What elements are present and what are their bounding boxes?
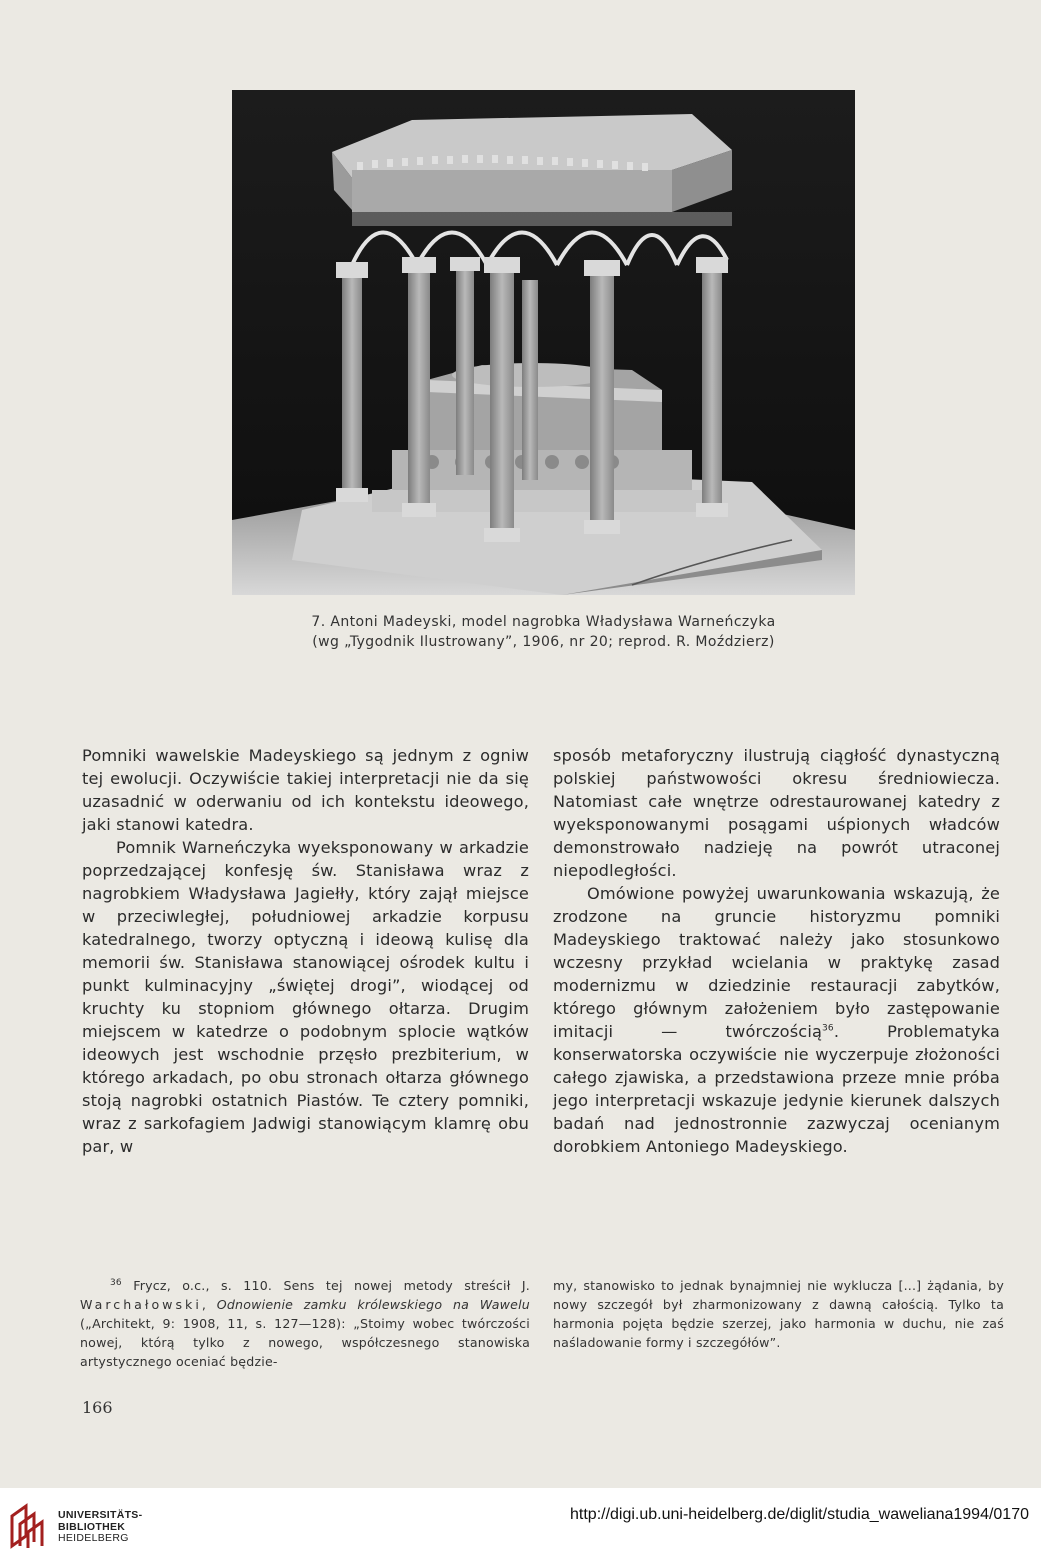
library-name [58,1510,142,1545]
figure-caption [232,612,855,652]
footnote-reference: 36 [822,1023,834,1034]
caption-line-1: 7. Antoni Madeyski, model nagrobka Władysława Warneńczyka [311,614,776,630]
library-name-line: HEIDELBERG [58,1532,129,1544]
library-name-line: BIBLIOTHEK [58,1520,126,1533]
footnote-segment: Frycz, o.c., s. 110. Sens tej nowej metody streścił J. [121,1278,530,1293]
footnote-text [80,1276,530,1371]
source-url-link[interactable]: http://digi.ub.uni-heidelberg.de/diglit/studia_waweliana1994/0170 [570,1506,1029,1523]
tomb-model-illustration [232,90,855,595]
footnote-number: 36 [110,1277,122,1288]
footnote-segment: („Architekt, 9: 1908, 11, s. 127—128): „Stoimy wobec twórczości nowej, którą tylko z nowego, współczesnego stanowiska artystycznego oceniać będzie- [80,1316,530,1369]
body-column-left [82,744,529,1158]
footnote-right [553,1276,1004,1352]
body-column-right [553,744,1000,1158]
library-name-line: UNIVERSITÄTS- [58,1509,143,1521]
footnote-title: Odnowienie zamku królewskiego na Wawelu [216,1297,530,1312]
paragraph [553,882,1000,1158]
paragraph: Pomnik Warneńczyka wyeksponowany w arkadzie poprzedzającej konfesję św. Stanisława wraz z nagrobkiem Władysława Jagiełły, który zajął miejsce w przeciwległej, południowej arkadzie korpusu katedralnego, tworzy optyczną i ideową kulisę dla memorii św. Stanisława stanowiącej ośrodek kultu i punkt kulminacyjny „świętej drogi”, wiodącej od kruchty ku stopniom głównego ołtarza. Drugim miejscem w katedrze o podobnym splocie wątków ideowych jest wschodnie przęsło prezbiterium, w którego arkadach, po obu stronach ołtarza głównego stoją nagrobki ostatnich Piastów. Te cztery pomniki, wraz z sarkofagiem Jadwigi stanowiącym klamrę obu par, w [82,838,529,1156]
footnote-segment: , [201,1297,217,1312]
caption-line-2: (wg „Tygodnik Ilustrowany”, 1906, nr 20; reprod. R. Moździerz) [312,634,775,650]
footnote-author: Warchałowski [80,1297,202,1312]
page-number: 166 [82,1398,113,1417]
paragraph-text: Omówione powyżej uwarunkowania wskazują, że zrodzone na gruncie historyzmu pomniki Madeyskiego traktować należy jako stosunkowo wczesny przykład wcielania w praktykę zasad modernizmu w dziedzinie restauracji zabytków, którego głównym założeniem było zastępowanie imitacji — twórczością [553,884,1000,1041]
paragraph: Pomniki wawelskie Madeyskiego są jednym z ogniw tej ewolucji. Oczywiście takiej interpretacji nie da się uzasadnić w oderwaniu od ich kontekstu ideowego, jaki stanowi katedra. [82,746,529,834]
footnote-left [80,1276,530,1371]
footer-bar [0,1488,1041,1568]
footnote-text: my, stanowisko to jednak bynajmniej nie wyklucza [...] żądania, by nowy szczegół był zharmonizowany z dawną całością. Tylko ta harmonia pojęta będzie szerzej, jako harmonia w duchu, nie zaś naśladowanie formy i szczegółów”. [553,1278,1004,1350]
tomb-model-photograph [232,90,855,595]
paragraph-text: . Problematyka konserwatorska oczywiście nie wyczerpuje złożoności całego zjawiska, a przedstawiona przeze mnie próba jego interpretacji wskazuje jedynie kierunek dalszych badań nad jednostronnie zazwyczaj ocenianym dorobkiem Antoniego Madeyskiego. [553,1022,1000,1156]
library-logo-icon [8,1502,50,1550]
paragraph: sposób metaforyczny ilustrują ciągłość dynastyczną polskiej państwowości okresu średniowiecza. Natomiast całe wnętrze odrestaurowanej katedry z wyeksponowanymi posągami uśpionych władców demonstrowało nadzieję na powrót utraconej niepodległości. [553,746,1000,880]
